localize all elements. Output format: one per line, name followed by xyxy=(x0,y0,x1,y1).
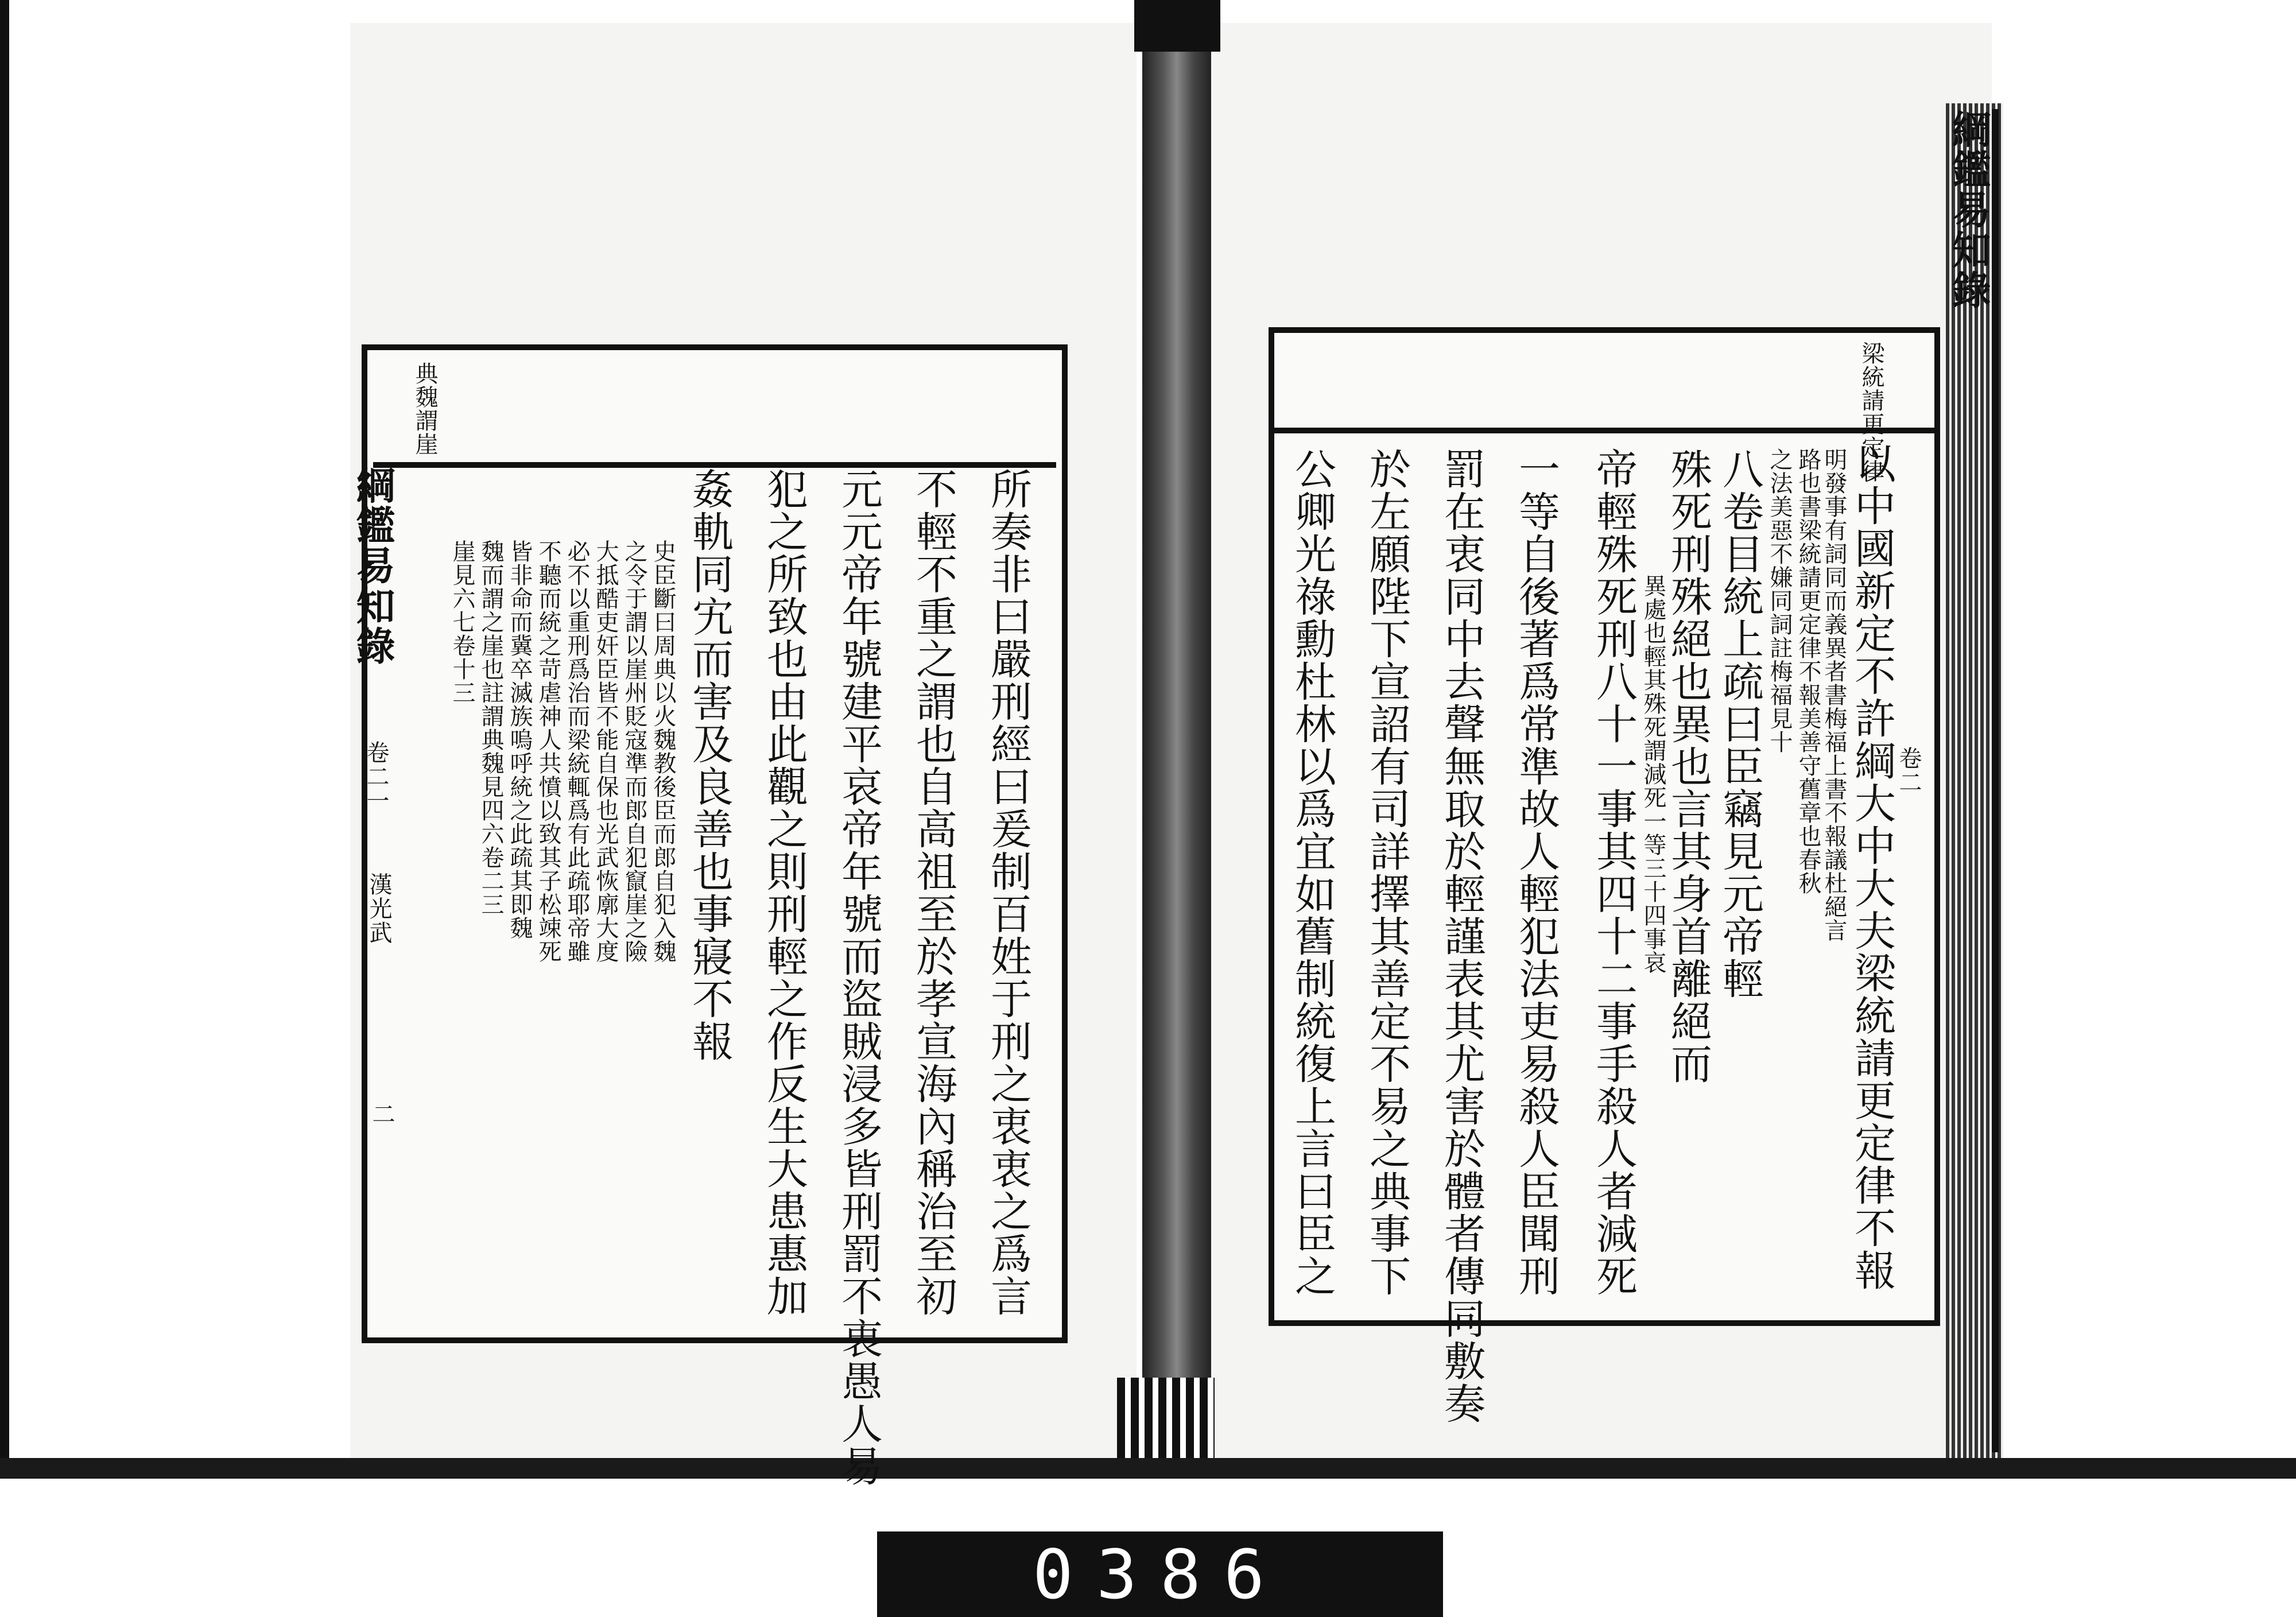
text-column: 一等自後著爲常準故人輕犯法吏易殺人臣聞刑 xyxy=(1512,448,1560,1297)
text-column: 崖見六七卷十三 xyxy=(449,540,475,704)
right-header-note: 梁統請更定律 xyxy=(1858,342,1884,483)
spine-foot-shadow xyxy=(1117,1378,1215,1458)
left-margin-page: 二 xyxy=(369,1102,395,1126)
text-column: 明發事有詞同而義異者書梅福上書不報議杜絕言 xyxy=(1821,448,1847,942)
text-column: 元元帝年號建平哀帝年號而盜賊浸多皆刑罰不衷愚人易 xyxy=(835,468,883,1487)
left-header-rule xyxy=(373,462,1056,468)
right-header-rule xyxy=(1269,428,1934,433)
text-column: 皆非命而冀卒滅族嗚呼統之此疏其即魏 xyxy=(506,540,533,940)
right-margin-chapter: 卷二 xyxy=(1895,746,1922,794)
text-column: 殊死刑殊絕也異也言其身首離絕而 xyxy=(1664,448,1712,1085)
text-column: 罰在衷同中去聲無取於輕謹表其尤害於體者傳同敷奏 xyxy=(1437,448,1486,1425)
scan-bottom-band xyxy=(0,1458,2296,1479)
spine-top-shadow xyxy=(1134,0,1220,52)
text-column: 路也書梁統請更定律不報美善守舊章也春秋 xyxy=(1795,448,1821,895)
text-column: 所奏非曰嚴刑經曰爰制百姓于刑之衷衷之爲言 xyxy=(984,468,1032,1317)
text-column: 帝輕殊死刑八十一事其四十二事手殺人者減死 xyxy=(1589,448,1638,1297)
text-column: 大抵酷吏奸臣皆不能自保也光武恢廓大度 xyxy=(592,540,619,963)
right-margin-title: 綱鑑易知錄 xyxy=(1945,109,1991,310)
page-stack-rim xyxy=(1992,109,1999,1452)
text-column: 必不以重刑爲治而梁統輒爲有此疏耶帝雖 xyxy=(564,540,590,963)
left-margin-dynasty: 漢光武 xyxy=(366,873,392,945)
text-column: 史臣斷曰周典以火魏教後臣而郎自犯入魏 xyxy=(650,540,676,963)
text-column: 公卿光祿勳杜林以爲宜如舊制統復上言曰臣之 xyxy=(1288,448,1336,1297)
left-header-note: 典魏謂崖 xyxy=(412,362,438,456)
left-margin-title: 綱鑑易知錄 xyxy=(350,465,395,666)
text-column: 於左願陛下宣詔有司詳擇其善定不易之典事下 xyxy=(1363,448,1411,1297)
text-column: 之令于謂以崖州貶寇準而郎自犯竄崖之險 xyxy=(621,540,647,963)
left-margin-chapter: 卷二一 xyxy=(363,740,389,813)
text-column: 八卷目統上疏曰臣竊見元帝輕 xyxy=(1716,448,1764,1000)
text-column: 不輕不重之謂也自高祖至於孝宣海內稱治至初 xyxy=(909,468,957,1317)
text-column: 姦軌同宄而害及良善也事寢不報 xyxy=(685,468,734,1063)
scan-right-margin xyxy=(1992,0,2296,1458)
text-column: 異處也輕其殊死謂減死一等三十四事哀 xyxy=(1640,574,1666,974)
book-spine xyxy=(1142,23,1211,1458)
text-column: 以中國新定不許綱大中大夫梁統請更定律不報 xyxy=(1848,442,1896,1292)
text-column: 之法美惡不嫌同詞註梅福見十 xyxy=(1766,448,1793,754)
text-column: 不聽而統之苛虐神人共憤以致其子松竦死 xyxy=(535,540,561,963)
scan-edge-left xyxy=(0,0,9,1469)
text-column: 犯之所致也由此觀之則刑輕之作反生大患惠加 xyxy=(760,468,808,1317)
text-column: 魏而謂之崖也註謂典魏見四六卷二三 xyxy=(478,540,504,916)
catalog-number-label: 0386 xyxy=(877,1531,1443,1617)
